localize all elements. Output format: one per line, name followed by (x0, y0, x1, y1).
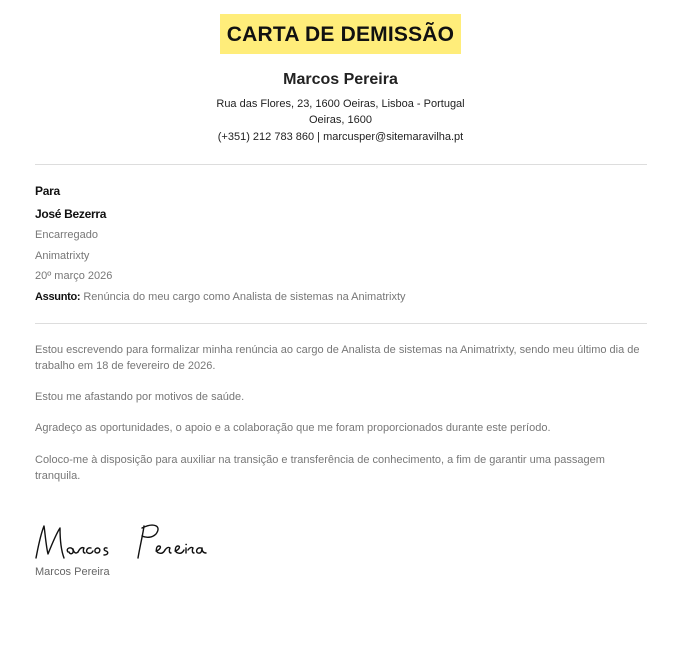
recipient-to-label: Para (35, 184, 60, 198)
body-paragraph: Agradeço as oportunidades, o apoio e a colaboração que me foram proporcionados durante este período. (35, 422, 551, 434)
recipient-company: Animatrixty (35, 250, 90, 262)
subject-text: Renúncia do meu cargo como Analista de sistemas na Animatrixty (83, 291, 406, 303)
subject-label: Assunto: (35, 291, 81, 303)
sender-contact: (+351) 212 783 860 | marcusper@sitemaravilha.pt (217, 131, 464, 143)
body-paragraph: Estou me afastando por motivos de saúde. (35, 391, 245, 403)
body-paragraph: Coloco-me à disposição para auxiliar na transição e transferência de conhecimento, a fim de garantir uma passagem tranquila. (35, 454, 605, 482)
letter-title: CARTA DE DEMISSÃO (220, 14, 461, 54)
divider-middle (35, 323, 647, 324)
letter-date: 20º março 2026 (35, 270, 113, 282)
sender-address-line2: Oeiras, 1600 (309, 114, 372, 126)
signature-printed-name: Marcos Pereira (35, 566, 110, 578)
recipient-role: Encarregado (35, 229, 98, 241)
sender-address-line1: Rua das Flores, 23, 1600 Oeiras, Lisboa - Portugal (216, 98, 465, 110)
title-container (0, 14, 681, 54)
recipient-name: José Bezerra (35, 207, 107, 221)
handwritten-signature (30, 518, 240, 566)
body-paragraph: Estou escrevendo para formalizar minha renúncia ao cargo de Analista de sistemas na Animatrixty, sendo meu último dia de trabalho em 18 de fevereiro de 2026. (35, 344, 640, 372)
divider-top (35, 164, 647, 165)
sender-name: Marcos Pereira (283, 71, 398, 88)
subject-line (35, 289, 406, 305)
